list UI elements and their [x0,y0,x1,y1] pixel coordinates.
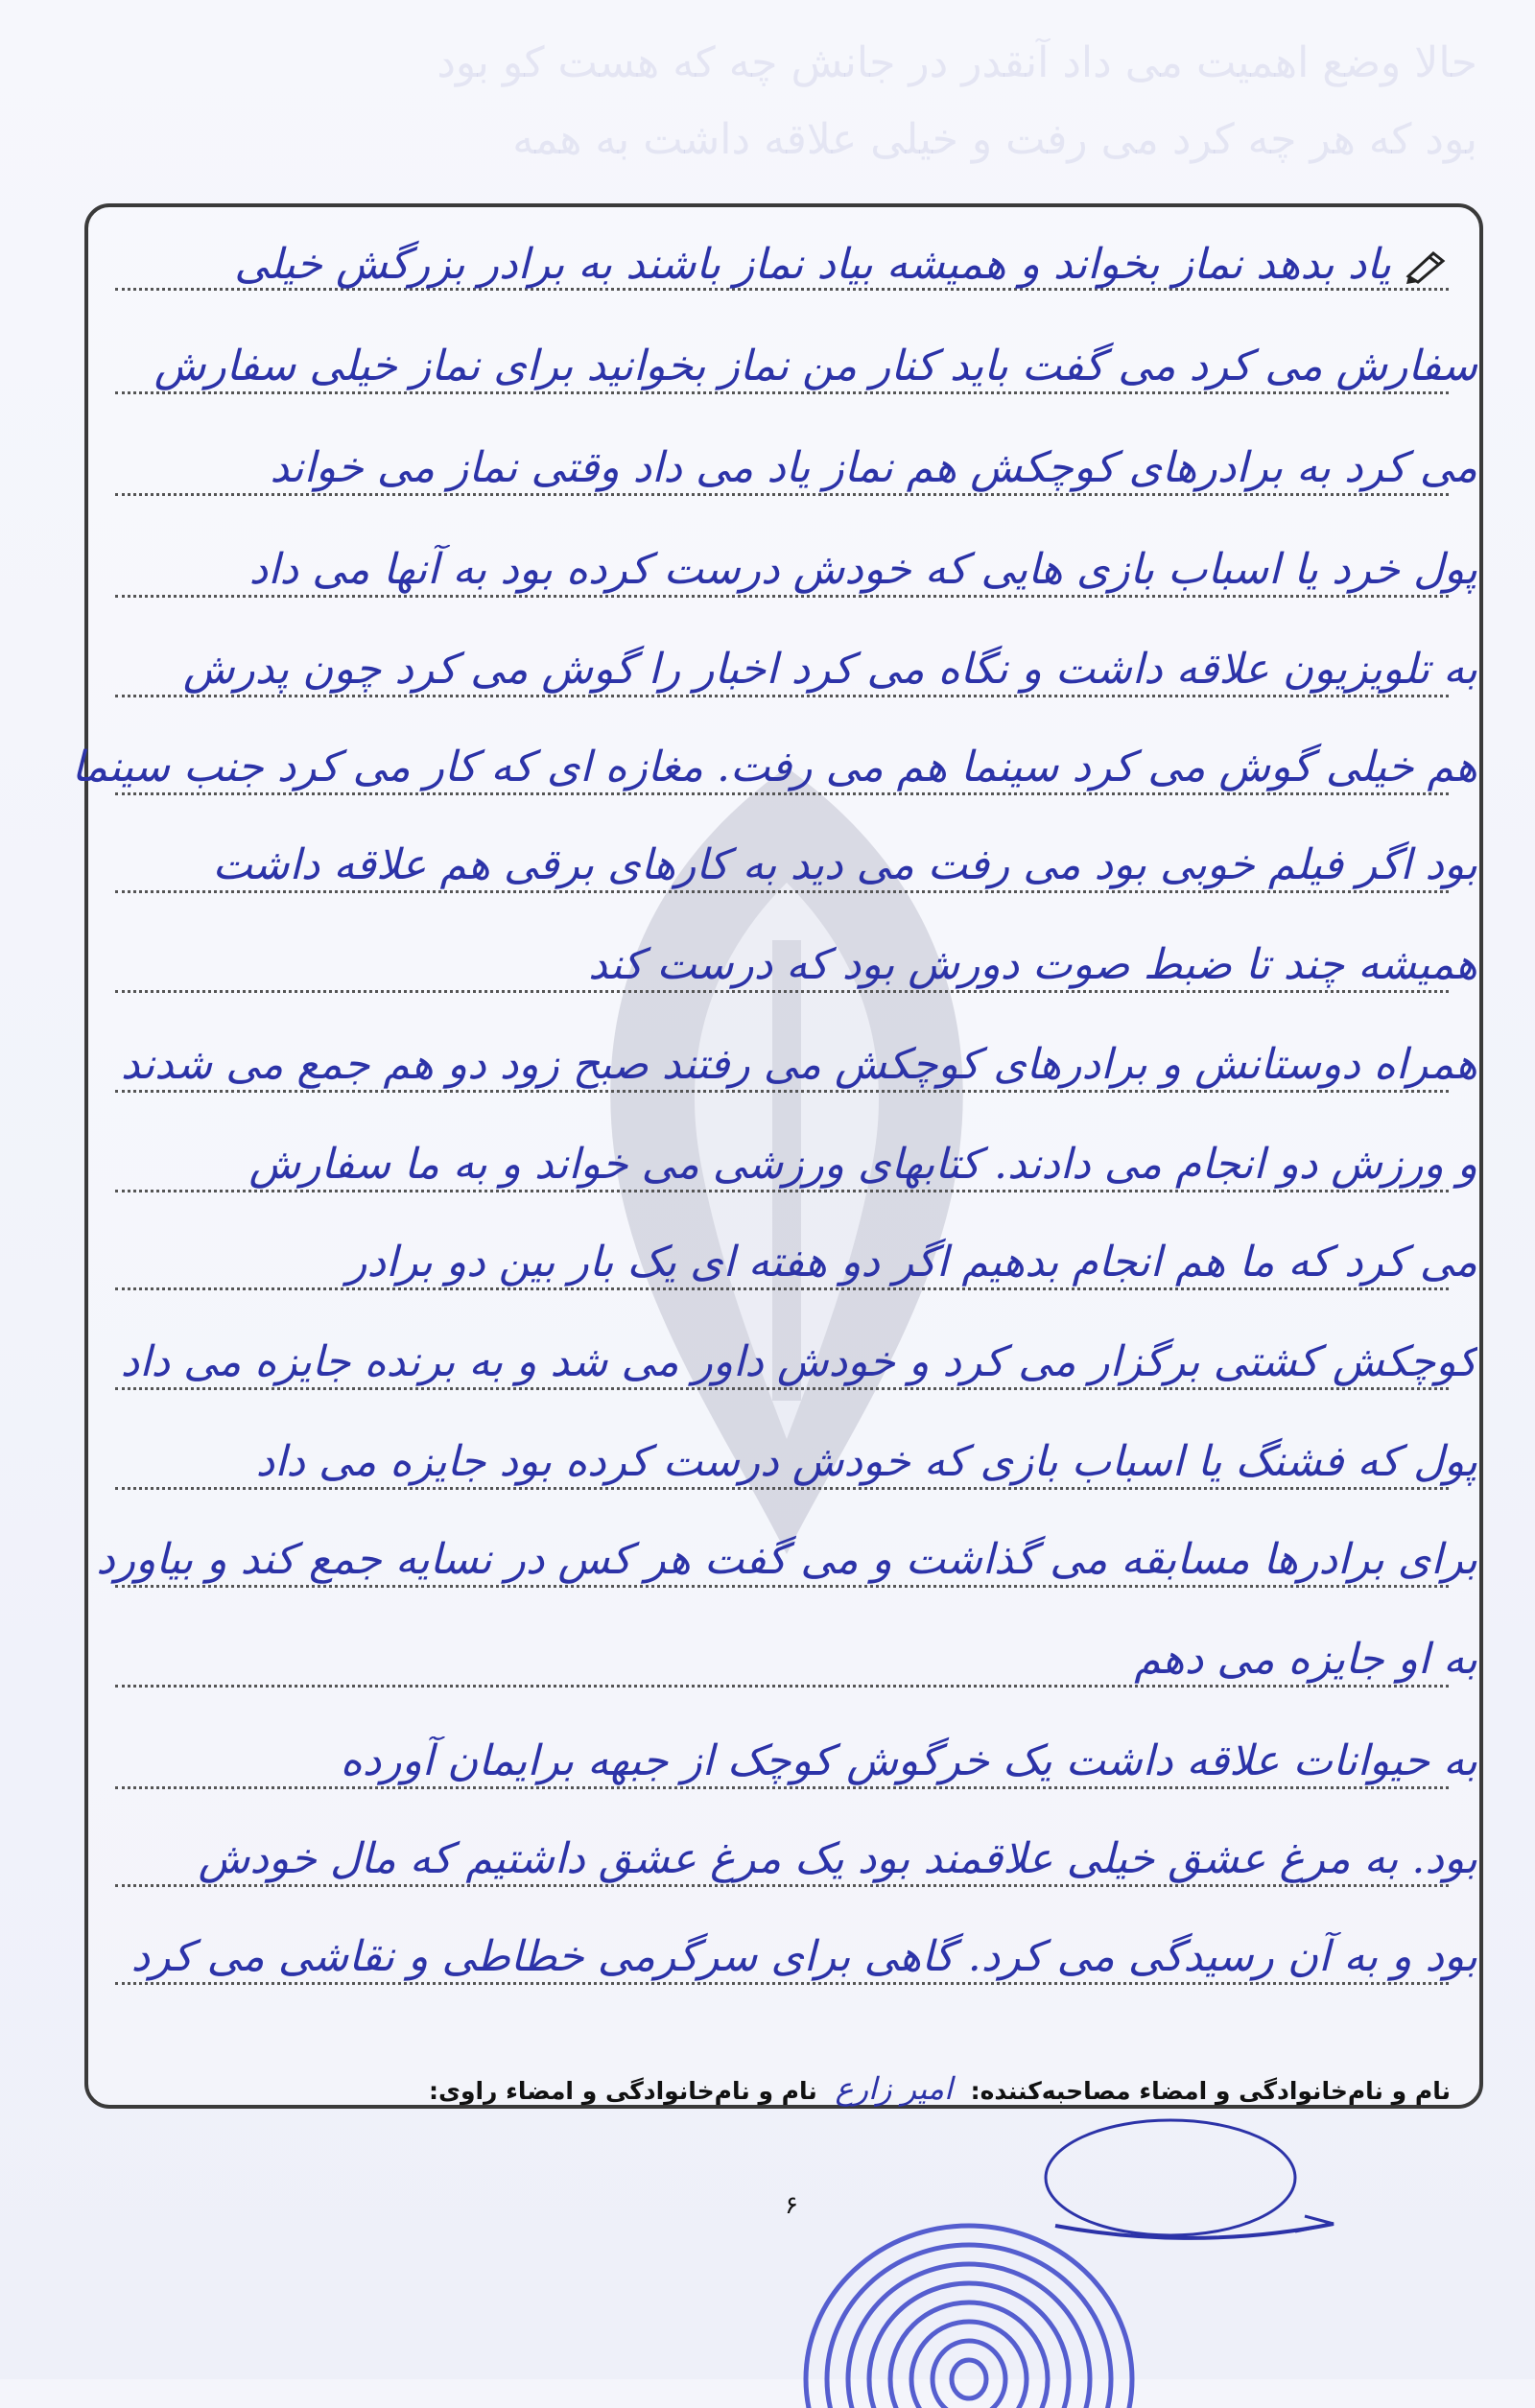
dotted-rule [115,391,1449,394]
handwritten-line: به تلویزیون علاقه داشت و نگاه می کرد اخبار را گوش می کرد چون پدرش [182,645,1477,694]
dotted-rule [115,1982,1449,1985]
dotted-rule [115,695,1449,697]
dotted-rule [115,1287,1449,1290]
dotted-rule [115,1685,1449,1688]
handwritten-line: یاد بدهد نماز بخواند و همیشه بیاد نماز باشند به برادر بزرگش خیلی [234,240,1391,289]
handwritten-line: به حیوانات علاقه داشت یک خرگوش کوچک از جبهه برایمان آورده [340,1736,1477,1785]
interviewer-label: نام و نام‌خانوادگی و امضاء مصاحبه‌کننده: [970,2077,1451,2105]
dotted-rule [115,890,1449,893]
signature-footer [84,2070,1483,2107]
dotted-rule [115,1786,1449,1789]
dotted-rule [115,1387,1449,1390]
handwritten-line: همیشه چند تا ضبط صوت دورش بود که درست کند [588,940,1477,989]
dotted-rule [115,595,1449,598]
handwritten-line: کوچکش کشتی برگزار می کرد و خودش داور می شد و به برنده جایزه می داد [120,1337,1477,1386]
handwritten-line: بود اگر فیلم خوبی بود می رفت می دید به کارهای برقی هم علاقه داشت [212,840,1477,889]
handwritten-line: به او جایزه می دهم [1134,1635,1477,1684]
dotted-rule [115,1190,1449,1192]
handwritten-line: همراه دوستانش و برادرهای کوچکش می رفتند صبح زود دو هم جمع می شدند [120,1040,1477,1089]
handwritten-line: بود. به مرغ عشق خیلی علاقمند بود یک مرغ عشق داشتیم که مال خودش [198,1834,1477,1883]
dotted-rule [115,1585,1449,1588]
bleed-through-line: بود که هر چه کرد می رفت و خیلی علاقه داشت به همه [512,115,1477,164]
pen-icon [1405,248,1449,286]
page-number: ۶ [785,2191,798,2220]
handwritten-line: سفارش می کرد می گفت باید کنار من نماز بخوانید برای نماز خیلی سفارش [154,342,1477,390]
handwritten-line: می کرد که ما هم انجام بدهیم اگر دو هفته ای یک بار بین دو برادر [346,1238,1477,1287]
dotted-rule [115,792,1449,795]
dotted-rule [115,1487,1449,1490]
narrator-label: نام و نام‌خانوادگی و امضاء راوی: [429,2077,817,2105]
bleed-through-line: حالا وضع اهمیت می داد آنقدر در جانش چه که هست کو بود [437,38,1477,87]
interviewer-signature: امیر زارع [835,2070,953,2107]
handwritten-line: و ورزش دو انجام می دادند. کتابهای ورزشی می خواند و به ما سفارش [248,1140,1477,1189]
handwritten-line: بود و به آن رسیدگی می کرد. گاهی برای سرگرمی خطاطی و نقاشی می کرد [130,1932,1477,1981]
fingerprint-icon [787,2216,1151,2408]
handwritten-line: هم خیلی گوش می کرد سینما هم می رفت. مغازه ای که کار می کرد جنب سینما [71,743,1477,791]
handwritten-line: می کرد به برادرهای کوچکش هم نماز یاد می داد وقتی نماز می خواند [270,443,1477,492]
dotted-rule [115,493,1449,496]
dotted-rule [115,1090,1449,1093]
handwritten-line: پول خرد یا اسباب بازی هایی که خودش درست کرده بود به آنها می داد [248,545,1477,594]
dotted-rule [115,990,1449,993]
handwritten-line: برای برادرها مسابقه می گذاشت و می گفت هر کس در نسایه جمع کند و بیاورد [96,1535,1477,1584]
handwritten-line: پول که فشنگ یا اسباب بازی که خودش درست کرده بود جایزه می داد [255,1437,1477,1486]
dotted-rule [115,1884,1449,1887]
